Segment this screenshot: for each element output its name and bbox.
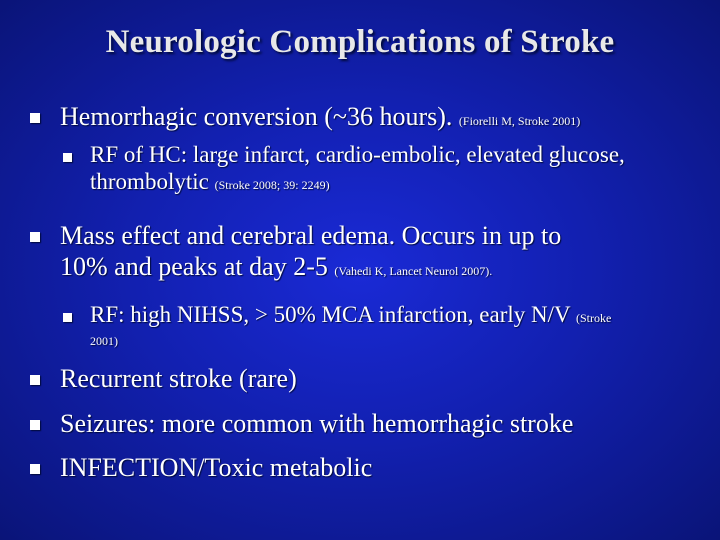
bullet-hemorrhagic-conversion	[60, 101, 580, 137]
sub-bullet-rf-nihss	[90, 301, 611, 350]
sub-bullet-line-1: RF: high NIHSS, > 50% MCA infarction, early N/V	[90, 302, 571, 327]
citation: (Stroke	[575, 311, 612, 325]
bullet-recurrent-stroke	[60, 363, 297, 394]
sub-bullet-line-1: RF of HC: large infarct, cardio-embolic, elevated glucose,	[90, 142, 625, 167]
bullet-text: INFECTION/Toxic metabolic	[60, 453, 373, 482]
bullet-text: Recurrent stroke (rare)	[60, 364, 297, 393]
bullet-text: Seizures: more common with hemorrhagic stroke	[60, 409, 574, 438]
sub-bullet-line-2: thrombolytic	[90, 169, 209, 194]
bullet-mass-effect	[60, 220, 561, 287]
bullet-infection	[60, 452, 372, 483]
citation-continued: 2001)	[90, 334, 118, 348]
citation: (Fiorelli M, Stroke 2001)	[458, 114, 581, 128]
bullet-seizures	[60, 408, 573, 439]
sub-bullet-rf-hc	[90, 141, 625, 199]
bullet-square-icon	[30, 232, 40, 242]
citation: (Stroke 2008; 39: 2249)	[214, 178, 330, 192]
bullet-square-icon	[30, 113, 40, 123]
citation: (Vahedi K, Lancet Neurol 2007).	[334, 264, 493, 278]
bullet-square-icon	[30, 420, 40, 430]
bullet-square-icon	[30, 464, 40, 474]
bullet-square-icon	[30, 375, 40, 385]
bullet-line-2: 10% and peaks at day 2-5	[60, 252, 328, 281]
sub-bullet-square-icon	[63, 313, 72, 322]
sub-bullet-square-icon	[63, 153, 72, 162]
slide-title: Neurologic Complications of Stroke	[105, 24, 615, 60]
bullet-line-1: Mass effect and cerebral edema. Occurs in up to	[60, 221, 562, 250]
bullet-text: Hemorrhagic conversion (~36 hours).	[60, 102, 453, 131]
